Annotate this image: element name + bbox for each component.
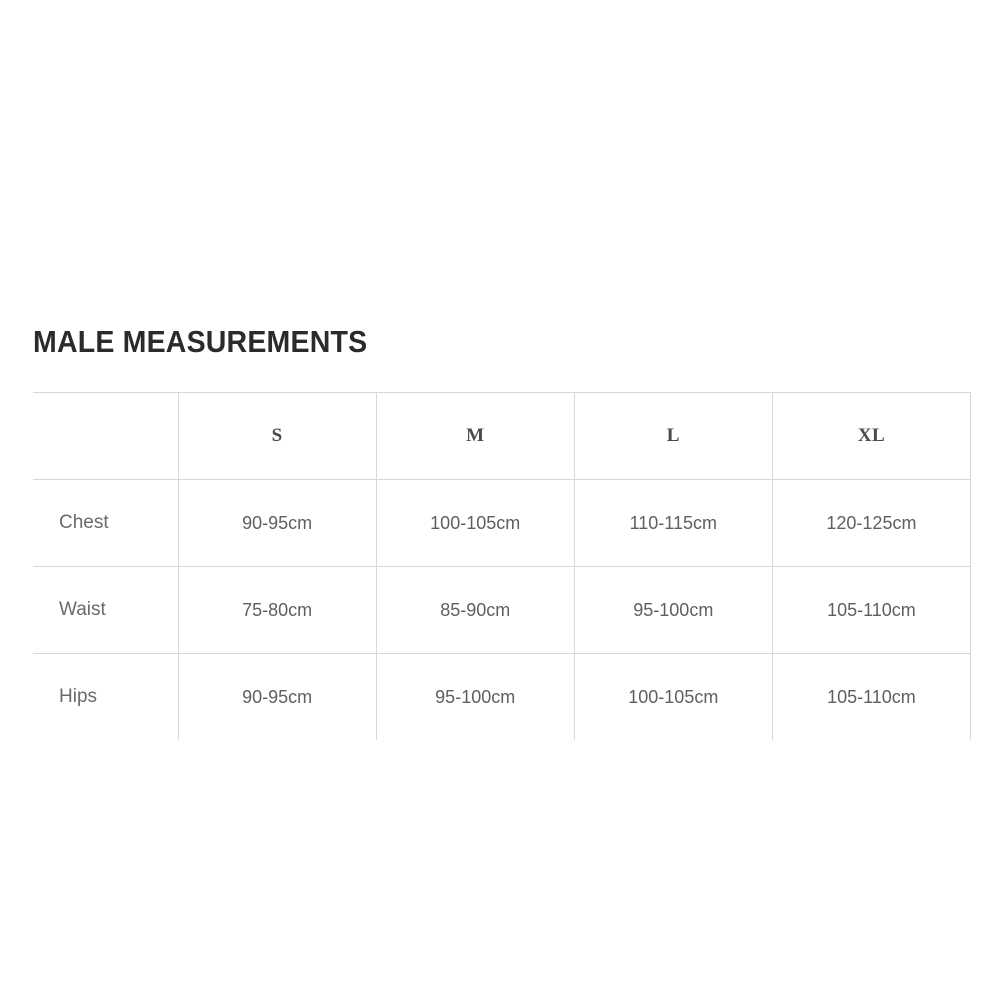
cell-chest-m: 100-105cm xyxy=(376,480,574,567)
table-row xyxy=(33,654,971,741)
table-row xyxy=(33,480,971,567)
row-label-chest: Chest xyxy=(33,480,178,567)
column-header-s: S xyxy=(178,393,376,480)
size-table-wrapper xyxy=(33,392,971,740)
column-header-m: M xyxy=(376,393,574,480)
cell-waist-m: 85-90cm xyxy=(376,567,574,654)
cell-waist-l: 95-100cm xyxy=(574,567,772,654)
table-row xyxy=(33,567,971,654)
table-corner-cell xyxy=(33,393,178,480)
column-header-xl: XL xyxy=(772,393,970,480)
measurements-section xyxy=(33,325,971,740)
size-chart-table xyxy=(33,392,971,740)
cell-chest-s: 90-95cm xyxy=(178,480,376,567)
cell-hips-xl: 105-110cm xyxy=(772,654,970,741)
row-label-hips: Hips xyxy=(33,654,178,741)
page-title: MALE MEASUREMENTS xyxy=(33,324,368,359)
cell-hips-l: 100-105cm xyxy=(574,654,772,741)
cell-waist-s: 75-80cm xyxy=(178,567,376,654)
cell-chest-l: 110-115cm xyxy=(574,480,772,567)
cell-hips-m: 95-100cm xyxy=(376,654,574,741)
cell-waist-xl: 105-110cm xyxy=(772,567,970,654)
table-header-row xyxy=(33,393,971,480)
column-header-l: L xyxy=(574,393,772,480)
cell-chest-xl: 120-125cm xyxy=(772,480,970,567)
cell-hips-s: 90-95cm xyxy=(178,654,376,741)
row-label-waist: Waist xyxy=(33,567,178,654)
